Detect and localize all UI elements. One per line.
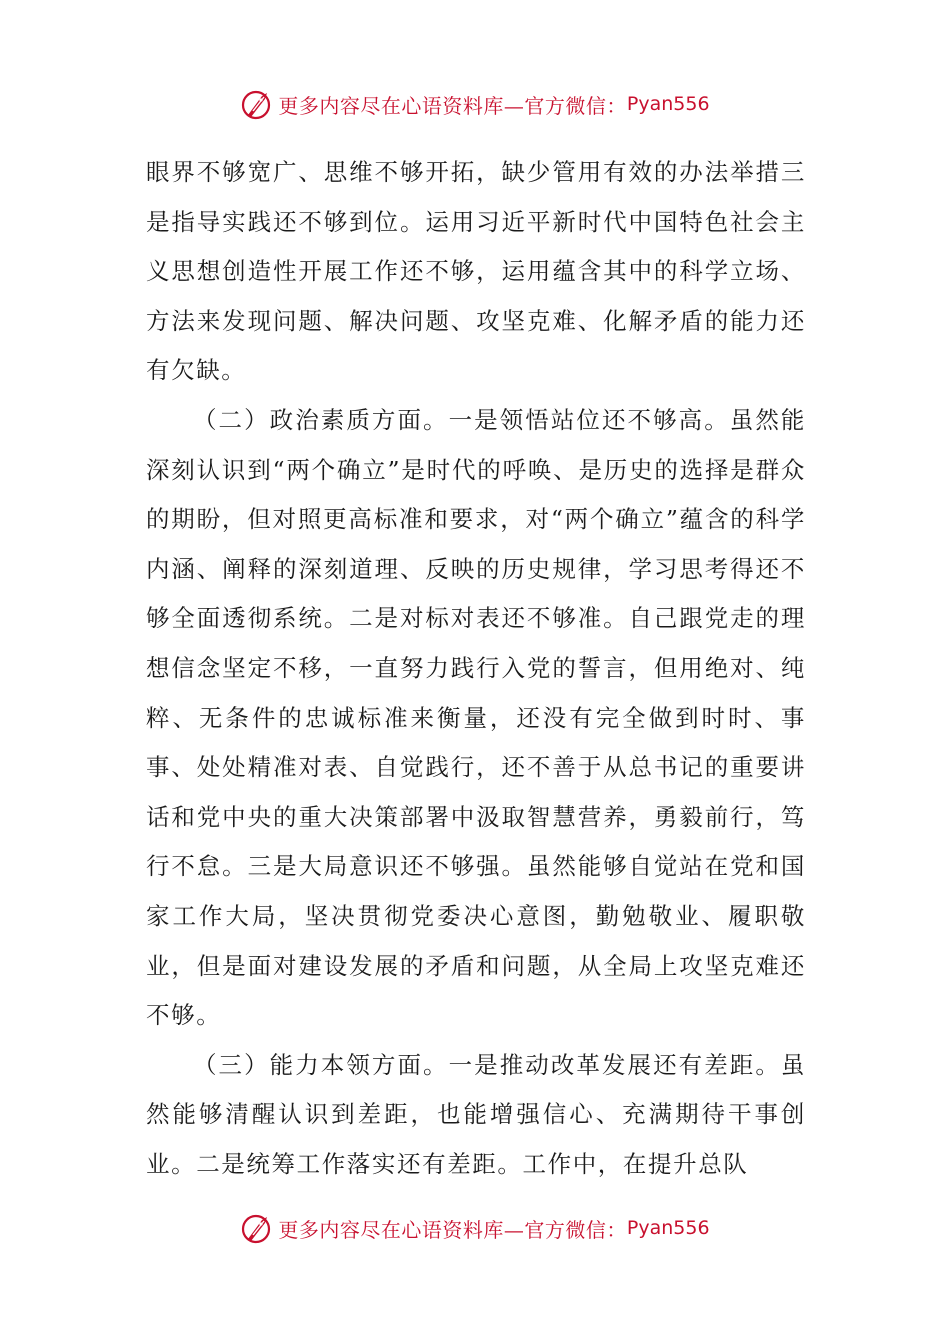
paragraph-1: 眼界不够宽广、思维不够开拓，缺少管用有效的办法举措三是指导实践还不够到位。运用习近平新时代中国特色社会主义思想创造性开展工作还不够，运用蕴含其中的科学立场、方法来发现问题、解决问题、攻坚克难、化解矛盾的能力还有欠缺。 — [146, 158, 806, 385]
paragraph-3: （三）能力本领方面。一是推动改革发展还有差距。虽然能够清醒认识到差距，也能增强信心、充满期待干事创业。二是统筹工作落实还有差距。工作中，在提升总队 — [146, 1050, 806, 1178]
watermark-banner-bottom — [0, 1208, 950, 1248]
document-body — [146, 148, 806, 1189]
watermark-contact: Pyan556 — [626, 1217, 710, 1239]
pen-nib-circle-logo-icon — [240, 87, 274, 121]
paragraph-2: （二）政治素质方面。一是领悟站位还不够高。虽然能深刻认识到“两个确立”是时代的呼唤、是历史的选择是群众的期盼，但对照更高标准和要求，对“两个确立”蕴含的科学内涵、阐释的深刻道理、反映的历史规律，学习思考得还不够全面透彻系统。二是对标对表还不够准。自己跟党走的理想信念坚定不移，一直努力践行入党的誓言，但用绝对、纯粹、无条件的忠诚标准来衡量，还没有完全做到时时、事事、处处精准对表、自觉践行，还不善于从总书记的重要讲话和党中央的重大决策部署中汲取智慧营养，勇毅前行，笃行不怠。三是大局意识还不够强。虽然能够自觉站在党和国家工作大局，坚决贯彻党委决心意图，勤勉敬业、履职敬业，但是面对建设发展的矛盾和问题，从全局上攻坚克难还不够。 — [146, 405, 806, 1030]
watermark-banner-top — [0, 84, 950, 124]
watermark-text: 更多内容尽在心语资料库—官方微信： — [278, 1217, 627, 1242]
watermark-contact: Pyan556 — [626, 93, 710, 115]
watermark-text: 更多内容尽在心语资料库—官方微信： — [278, 93, 627, 118]
pen-nib-circle-logo-icon — [240, 1211, 274, 1245]
